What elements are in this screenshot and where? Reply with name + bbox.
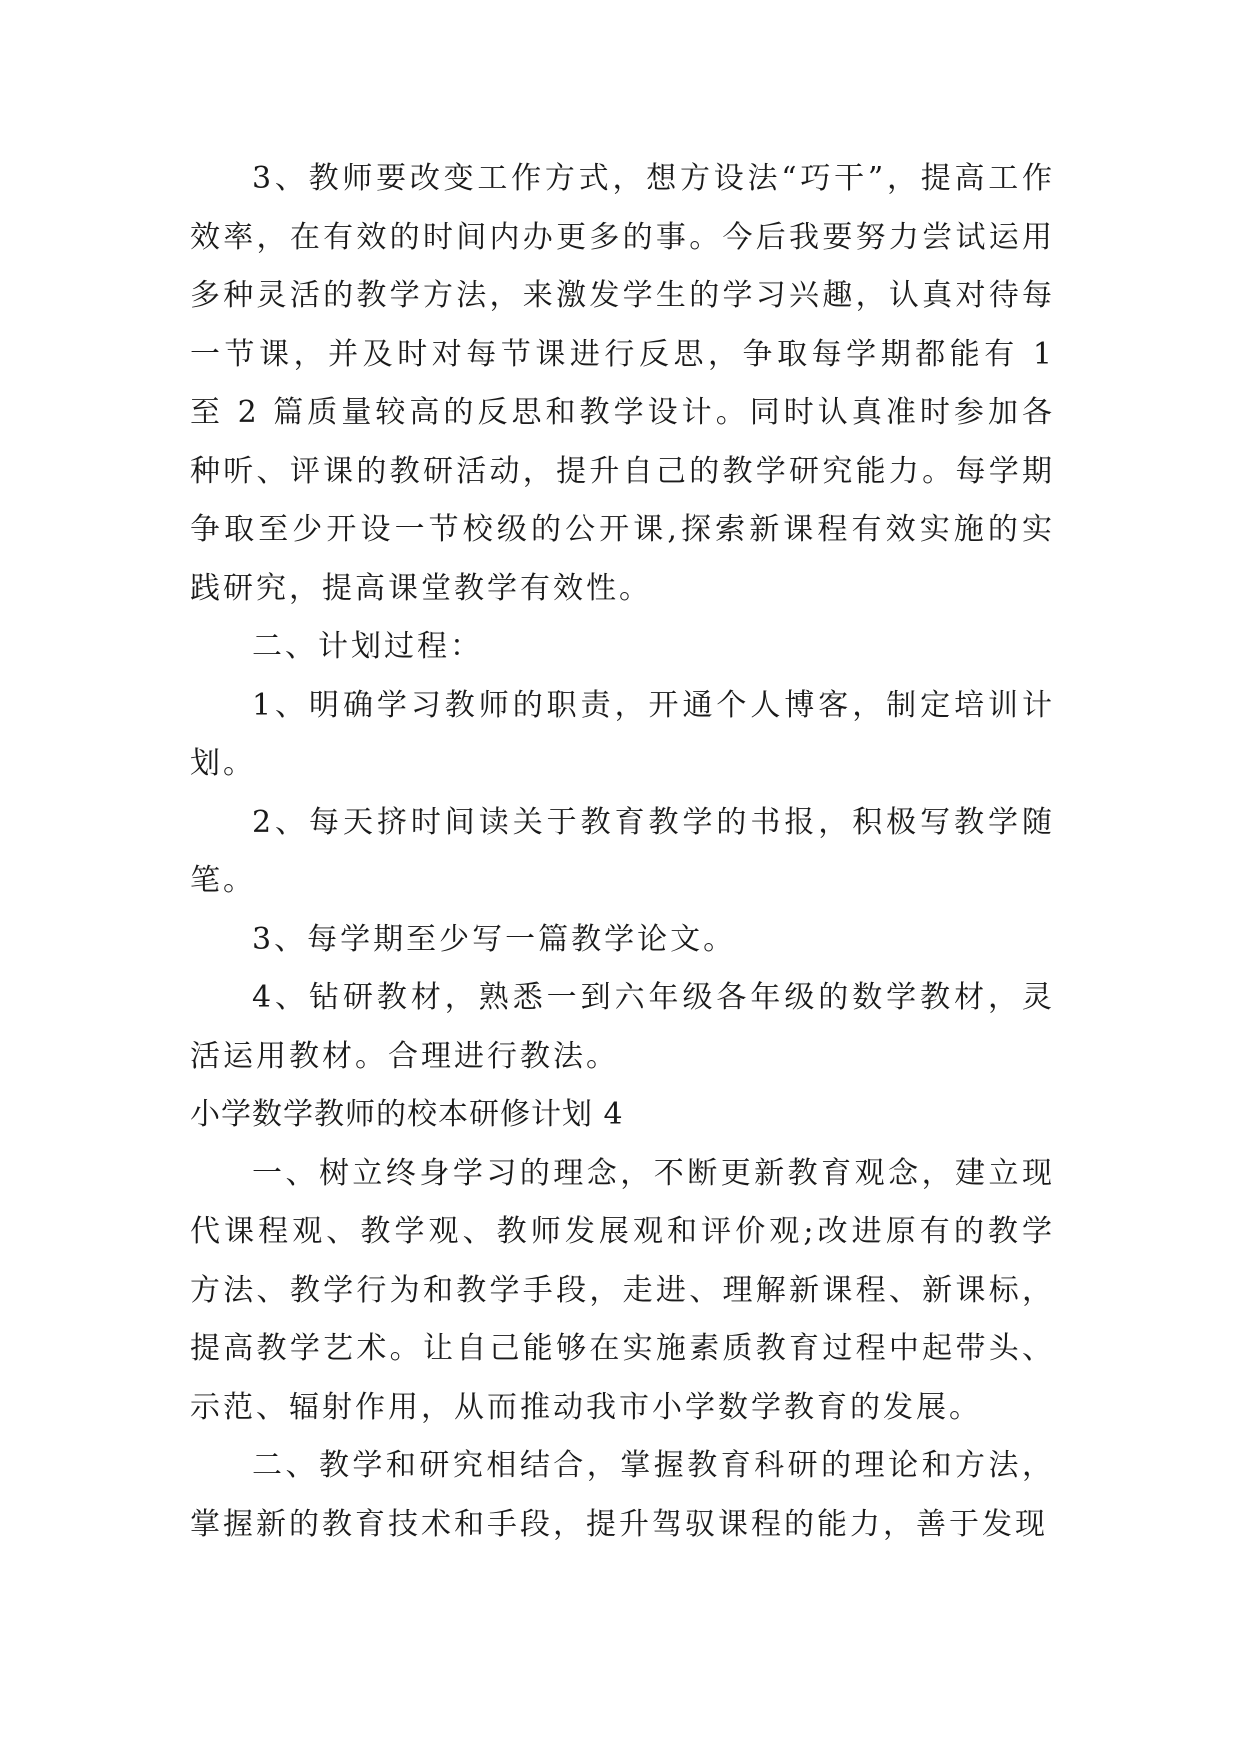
paragraph-teaching-methods: 3、教师要改变工作方式，想方设法“巧干”，提高工作效率，在有效的时间内办更多的事。今后我要努力尝试运用多种灵活的教学方法，来激发学生的学习兴趣，认真对待每一节课，并及时对每节课进行反思，争取每学期都能有 1 至 2 篇质量较高的反思和教学设计。同时认真准时参加各种听、评课的教研活动，提升自己的教学研究能力。每学期争取至少开设一节校级的公开课,探索新课程有效实施的实践研究，提高课堂教学有效性。 bbox=[190, 161, 1055, 606]
document-title-plan-4: 小学数学教师的校本研修计划 4 bbox=[190, 1097, 624, 1132]
document-page bbox=[190, 150, 1055, 1554]
list-item-3: 3、每学期至少写一篇教学论文。 bbox=[252, 921, 737, 957]
list-item-4: 4、钻研教材，熟悉一到六年级各年级的数学教材，灵活运用教材。合理进行教法。 bbox=[190, 980, 1055, 1074]
list-item-1: 1、明确学习教师的职责，开通个人博客，制定培训计划。 bbox=[190, 687, 1055, 781]
paragraph-lifelong-learning: 一、树立终身学习的理念，不断更新教育观念，建立现代课程观、教学观、教师发展观和评价观;改进原有的教学方法、教学行为和教学手段，走进、理解新课程、新课标，提高教学艺术。让自己能够在实施素质教育过程中起带头、示范、辐射作用，从而推动我市小学数学教育的发展。 bbox=[190, 1155, 1055, 1425]
list-item-2: 2、每天挤时间读关于教育教学的书报，积极写教学随笔。 bbox=[190, 804, 1055, 898]
paragraph-teaching-research: 二、教学和研究相结合，掌握教育科研的理论和方法，掌握新的教育技术和手段，提升驾驭课程的能力，善于发现 bbox=[190, 1448, 1055, 1542]
section-heading-plan-process: 二、计划过程： bbox=[252, 629, 483, 664]
